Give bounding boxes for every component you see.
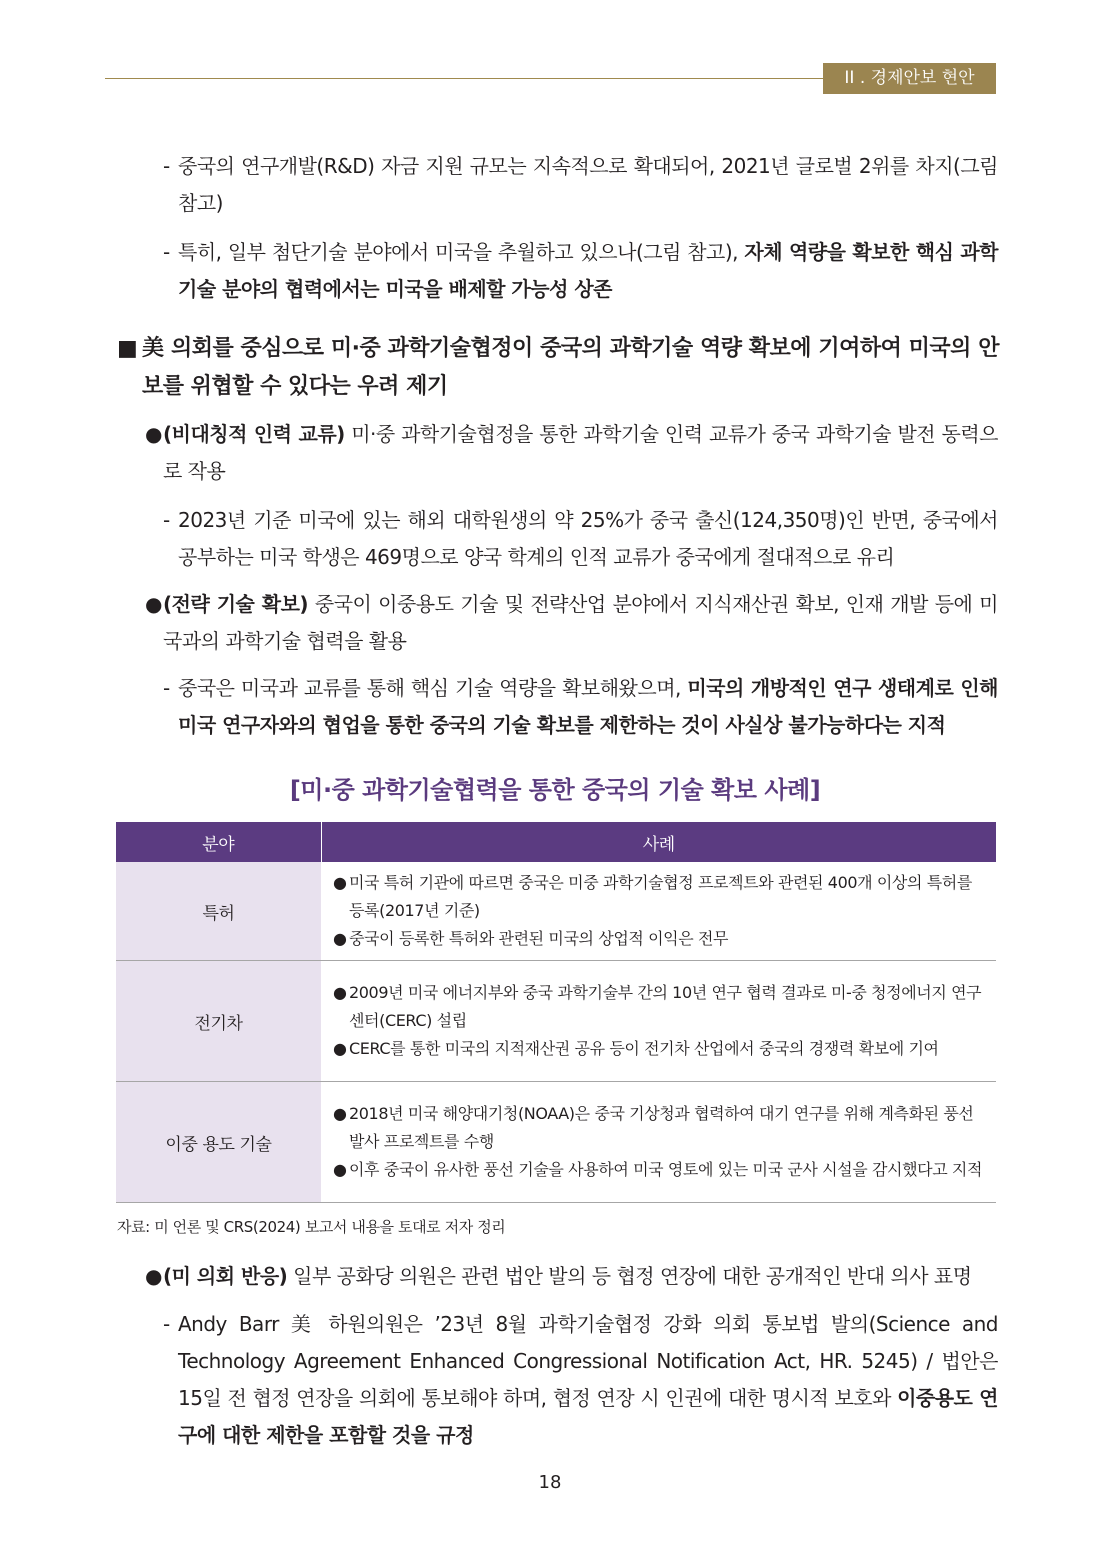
dash-bold-text: 자체 역량을 확보한 핵심 과학기술 분야의 협력에서는 미국을 배제할 가능성 상존 <box>178 240 998 301</box>
dash-text: 중국의 연구개발(R&D) 자금 지원 규모는 지속적으로 확대되어, 2021년 글로벌 2위를 차지(그림 참고) <box>178 154 998 215</box>
table-row <box>116 1082 996 1203</box>
dash-item-andy-barr <box>163 1306 998 1454</box>
bullet-dot: ● <box>333 929 347 948</box>
case-text: 2009년 미국 에너지부와 중국 과학기술부 간의 10년 연구 협력 결과로 미-중 청정에너지 연구 센터(CERC) 설립 <box>349 983 982 1030</box>
square-marker: ■ <box>117 336 138 361</box>
field-cell: 전기차 <box>116 961 321 1082</box>
dash-bold-text: 이중용도 연구에 대한 제한을 포함할 것을 규정 <box>178 1386 998 1447</box>
column-header-field: 분야 <box>116 822 321 862</box>
bullet-marker: ● <box>145 422 162 446</box>
bullet-text: 미·중 과학기술협정을 통한 과학기술 인력 교류가 중국 과학기술 발전 동력으로 작용 <box>163 422 998 483</box>
dash-marker: - <box>163 1312 170 1336</box>
case-item <box>333 1100 984 1156</box>
bullet-strategic-tech <box>145 586 998 660</box>
dash-marker: - <box>163 154 170 178</box>
bullet-congress-reaction <box>145 1258 998 1295</box>
section-tab: II . 경제안보 현안 <box>823 63 996 94</box>
case-text: 이후 중국이 유사한 풍선 기술을 사용하여 미국 영토에 있는 미국 군사 시설을 감시했다고 지적 <box>349 1160 983 1179</box>
bullet-text: 일부 공화당 의원은 관련 법안 발의 등 협정 연장에 대한 공개적인 반대 의사 표명 <box>287 1264 972 1288</box>
column-header-cases: 사례 <box>321 822 996 862</box>
bullet-dot: ● <box>333 983 347 1002</box>
bullet-marker: ● <box>145 592 162 616</box>
bullet-label: (전략 기술 확보) <box>163 592 309 616</box>
case-table <box>116 822 996 1203</box>
dash-item-students <box>163 502 998 576</box>
table-header-row <box>116 822 996 862</box>
header-rule <box>105 78 823 79</box>
bullet-label: (비대칭적 인력 교류) <box>163 422 345 446</box>
dash-bold-text: 미국의 개방적인 연구 생태계로 인해 미국 연구자와의 협업을 통한 중국의 기술 확보를 제한하는 것이 사실상 불가능하다는 지적 <box>178 676 998 737</box>
bullet-label: (미 의회 반응) <box>163 1264 288 1288</box>
case-item <box>333 1156 984 1184</box>
bullet-dot: ● <box>333 1104 347 1123</box>
table-source-note: 자료: 미 언론 및 CRS(2024) 보고서 내용을 토대로 저자 정리 <box>117 1218 506 1236</box>
dash-item-advanced-tech <box>163 234 998 308</box>
square-heading-congress-concern <box>117 330 999 406</box>
dash-text: 2023년 기준 미국에 있는 해외 대학원생의 약 25%가 중국 출신(124,350명)인 반면, 중국에서 공부하는 미국 학생은 469명으로 양국 학계의 인적 교류가 중국에게 절대적으로 유리 <box>178 508 998 569</box>
table-row <box>116 862 996 961</box>
dash-marker: - <box>163 676 170 700</box>
cases-cell <box>321 961 996 1082</box>
cases-cell <box>321 862 996 961</box>
bullet-dot: ● <box>333 873 347 892</box>
dash-marker: - <box>163 240 170 264</box>
dash-text: 특히, 일부 첨단기술 분야에서 미국을 추월하고 있으나(그림 참고), <box>178 240 745 264</box>
field-cell: 이중 용도 기술 <box>116 1082 321 1203</box>
case-text: CERC를 통한 미국의 지적재산권 공유 등이 전기차 산업에서 중국의 경쟁력 확보에 기여 <box>349 1039 939 1058</box>
case-text: 중국이 등록한 특허와 관련된 미국의 상업적 이익은 전무 <box>349 929 729 948</box>
cases-cell <box>321 1082 996 1203</box>
bullet-asymmetric-exchange <box>145 416 998 490</box>
case-item <box>333 925 984 953</box>
bullet-marker: ● <box>145 1264 162 1288</box>
bullet-text: 중국이 이중용도 기술 및 전략산업 분야에서 지식재산권 확보, 인재 개발 등에 미국과의 과학기술 협력을 활용 <box>163 592 998 653</box>
bullet-dot: ● <box>333 1039 347 1058</box>
case-item <box>333 1035 984 1063</box>
case-text: 미국 특허 기관에 따르면 중국은 미중 과학기술협정 프로젝트와 관련된 400개 이상의 특허를 등록(2017년 기준) <box>349 873 972 920</box>
dash-marker: - <box>163 508 170 532</box>
square-heading-text: 美 의회를 중심으로 미·중 과학기술협정이 중국의 과학기술 역량 확보에 기여하여 미국의 안보를 위협할 수 있다는 우려 제기 <box>142 336 999 399</box>
case-text: 2018년 미국 해양대기청(NOAA)은 중국 기상청과 협력하여 대기 연구를 위해 계측화된 풍선 발사 프로젝트를 수행 <box>349 1104 974 1151</box>
page-number: 18 <box>538 1472 562 1493</box>
case-item <box>333 979 984 1035</box>
field-cell: 특허 <box>116 862 321 961</box>
dash-item-rd-funding <box>163 148 998 222</box>
dash-item-open-ecosystem <box>163 670 998 744</box>
table-title: [미·중 과학기술협력을 통한 중국의 기술 확보 사례] <box>289 776 821 804</box>
table-row <box>116 961 996 1082</box>
dash-text: Andy Barr 美 하원의원은 ’23년 8월 과학기술협정 강화 의회 통보법 발의(Science and Technology Agreement Enhanced Congressional Notification Act, HR. 5245) / 법안은 15일 전 협정 연장을 의회에 통보해야 하며, 협정 연장 시 인권에 대한 명시적 보호와 <box>178 1312 998 1410</box>
dash-text: 중국은 미국과 교류를 통해 핵심 기술 역량을 확보해왔으며, <box>178 676 688 700</box>
bullet-dot: ● <box>333 1160 347 1179</box>
case-item <box>333 869 984 925</box>
